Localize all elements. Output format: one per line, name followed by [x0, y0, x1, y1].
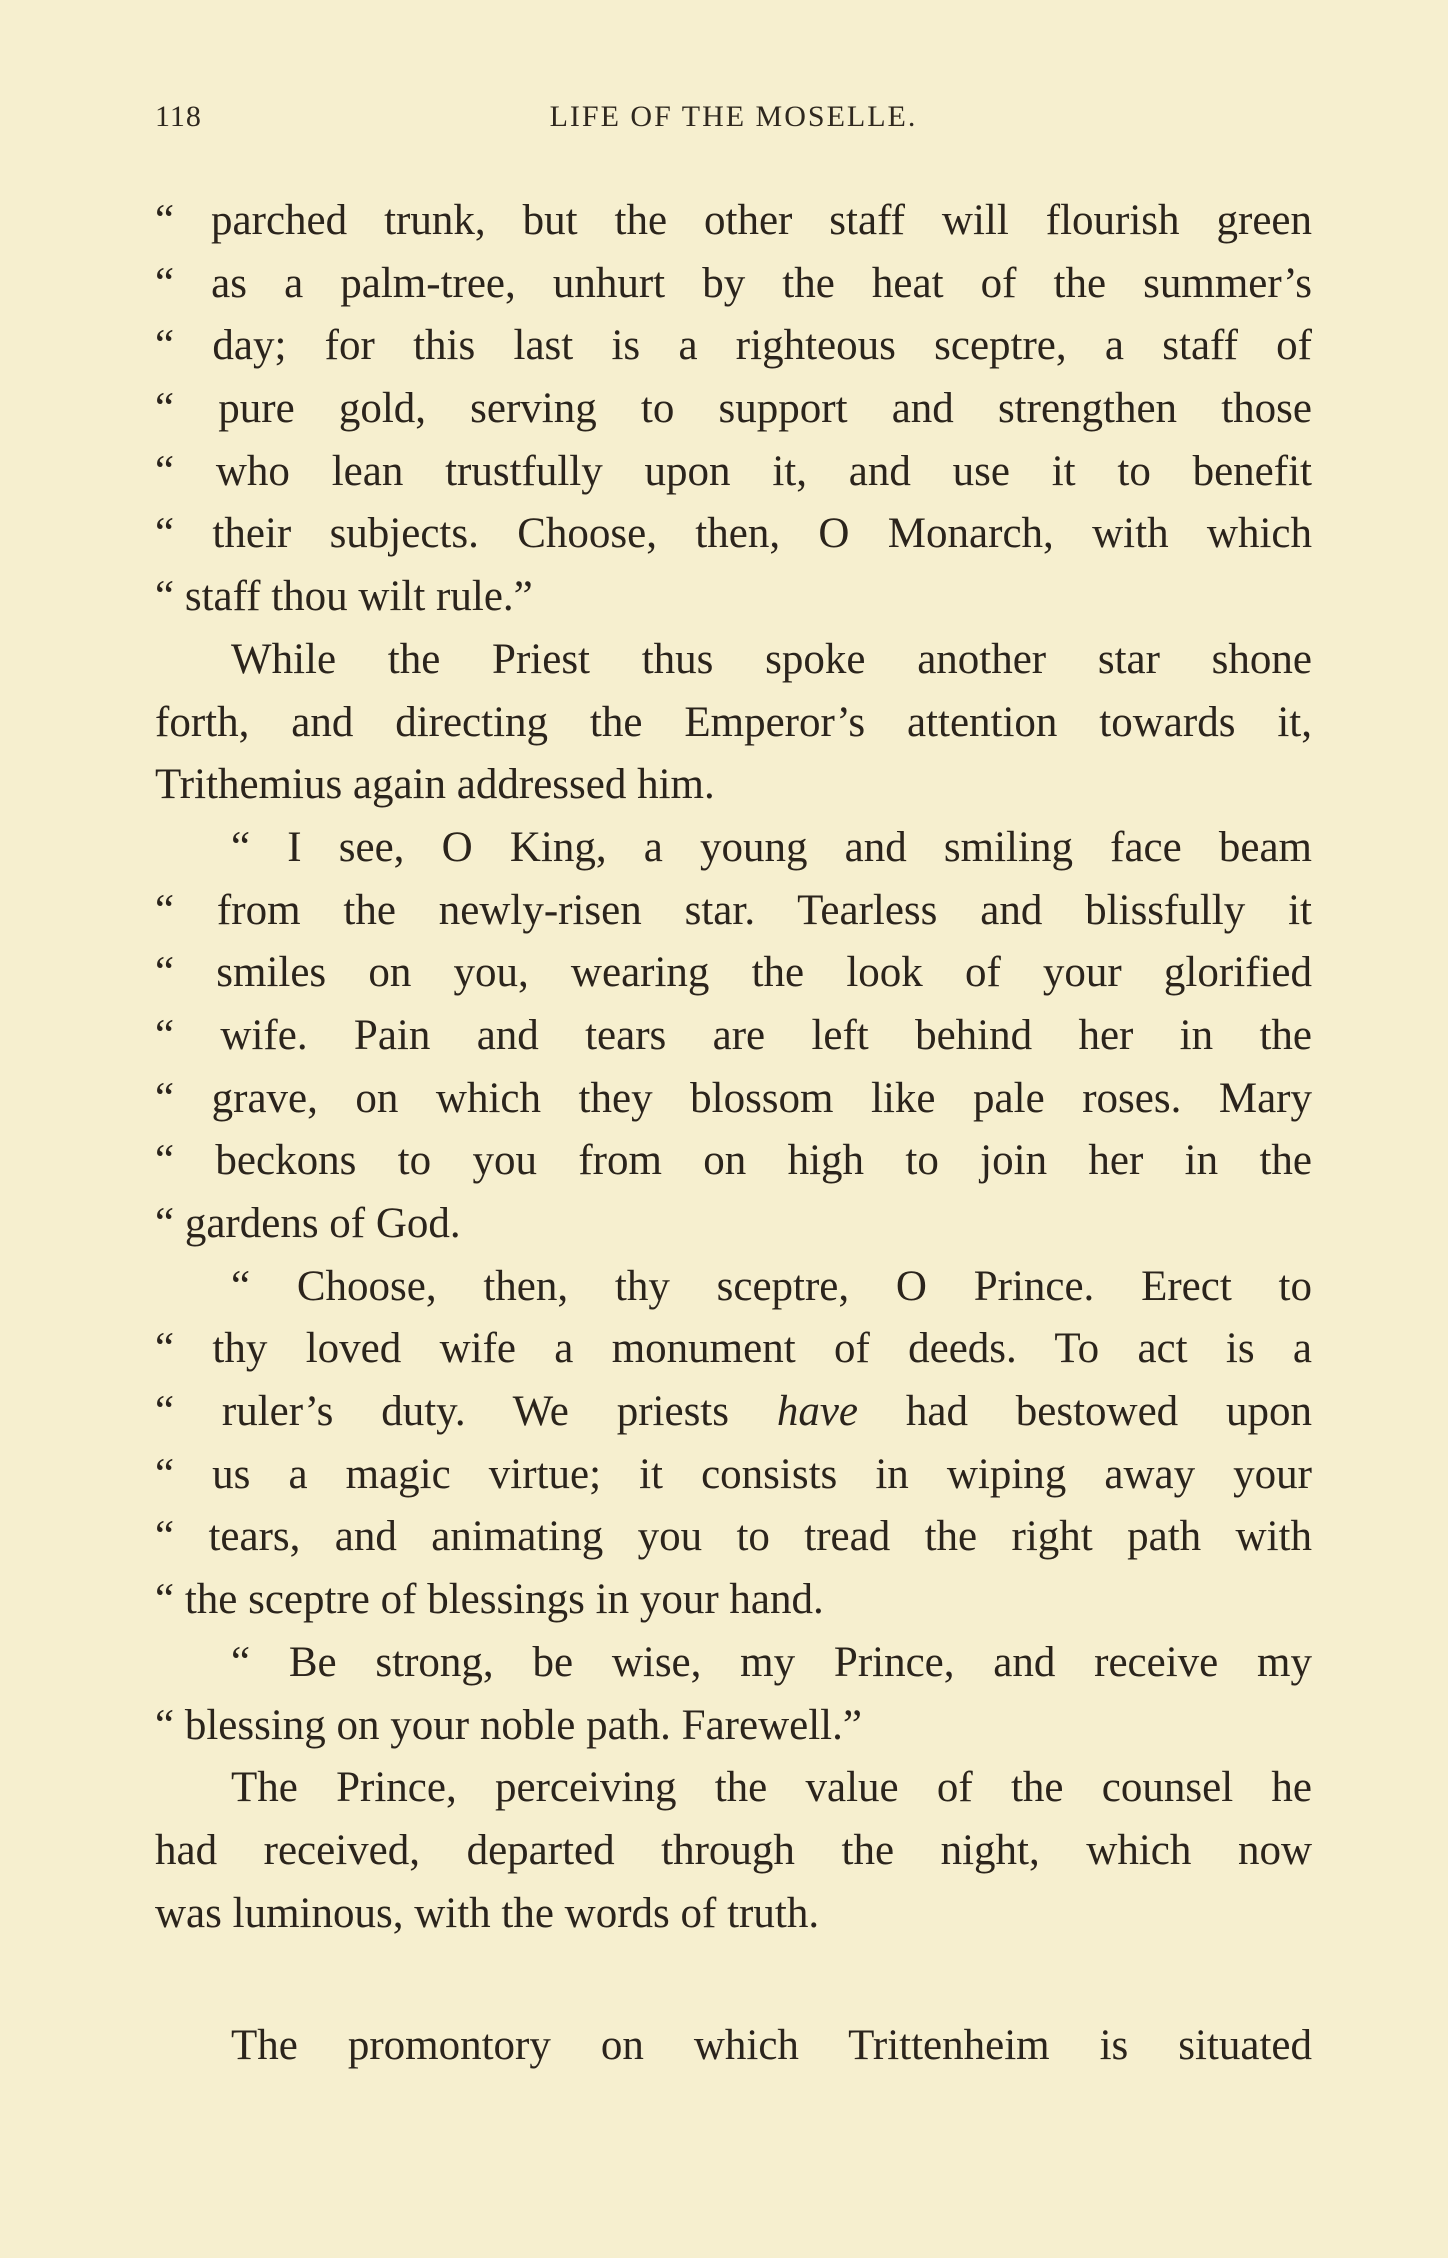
text-line: “ tears, and animating you to tread the right path with: [155, 1513, 1312, 1561]
text-line: [155, 1381, 1312, 1444]
text-line: “ us a magic virtue; it consists in wiping away your: [155, 1450, 1312, 1498]
text-line: While the Priest thus spoke another star shone: [231, 635, 1312, 683]
text-line: Trithemius again addressed him.: [155, 761, 715, 809]
text-line: “ grave, on which they blossom like pale roses. Mary: [155, 1074, 1312, 1122]
text-line: “ thy loved wife a monument of deeds. To act is a: [155, 1325, 1312, 1373]
text-line: “ gardens of God.: [155, 1200, 461, 1247]
page-header: [155, 100, 1312, 148]
text-segment: had bestowed upon: [905, 1388, 1312, 1436]
text-line: “ as a palm-tree, unhurt by the heat of the summer’s: [155, 259, 1312, 307]
text-line: “ the sceptre of blessings in your hand.: [155, 1576, 824, 1624]
text-line: “ staff thou wilt rule.”: [155, 573, 533, 621]
text-line: was luminous, with the words of truth.: [155, 1889, 820, 1937]
text-line: “ their subjects. Choose, then, O Monarch, with which: [155, 510, 1312, 558]
text-line: “ I see, O King, a young and smiling face beam: [231, 823, 1312, 871]
text-line: “ smiles on you, wearing the look of your glorified: [155, 949, 1312, 997]
text-line: “ Choose, then, thy sceptre, O Prince. Erect to: [231, 1262, 1312, 1310]
text-line: “ pure gold, serving to support and strengthen those: [155, 385, 1312, 433]
running-title: LIFE OF THE MOSELLE.: [549, 100, 918, 133]
text-line: “ beckons to you from on high to join her in the: [155, 1137, 1312, 1185]
text-line: “ from the newly-risen star. Tearless and blissfully it: [155, 886, 1312, 934]
text-line: “ wife. Pain and tears are left behind her in the: [155, 1011, 1312, 1059]
text-line: forth, and directing the Emperor’s attention towards it,: [155, 698, 1312, 746]
text-line: “ Be strong, be wise, my Prince, and receive my: [231, 1638, 1312, 1686]
text-line: “ who lean trustfully upon it, and use it to benefit: [155, 447, 1312, 495]
text-line: The Prince, perceiving the value of the counsel he: [231, 1764, 1312, 1812]
text-line: “ day; for this last is a righteous sceptre, a staff of: [155, 322, 1312, 370]
text-line: “ parched trunk, but the other staff will flourish green: [155, 197, 1312, 244]
text-line: had received, departed through the night, which now: [155, 1826, 1312, 1874]
text-line: The promontory on which Trittenheim is situated: [231, 2022, 1312, 2070]
page-number: 118: [155, 100, 202, 133]
italic-emphasis: have: [776, 1388, 859, 1436]
body-text: [155, 190, 1312, 2078]
text-segment: “ ruler’s duty. We priests: [155, 1388, 729, 1436]
text-line: “ blessing on your noble path. Farewell.”: [155, 1701, 862, 1749]
